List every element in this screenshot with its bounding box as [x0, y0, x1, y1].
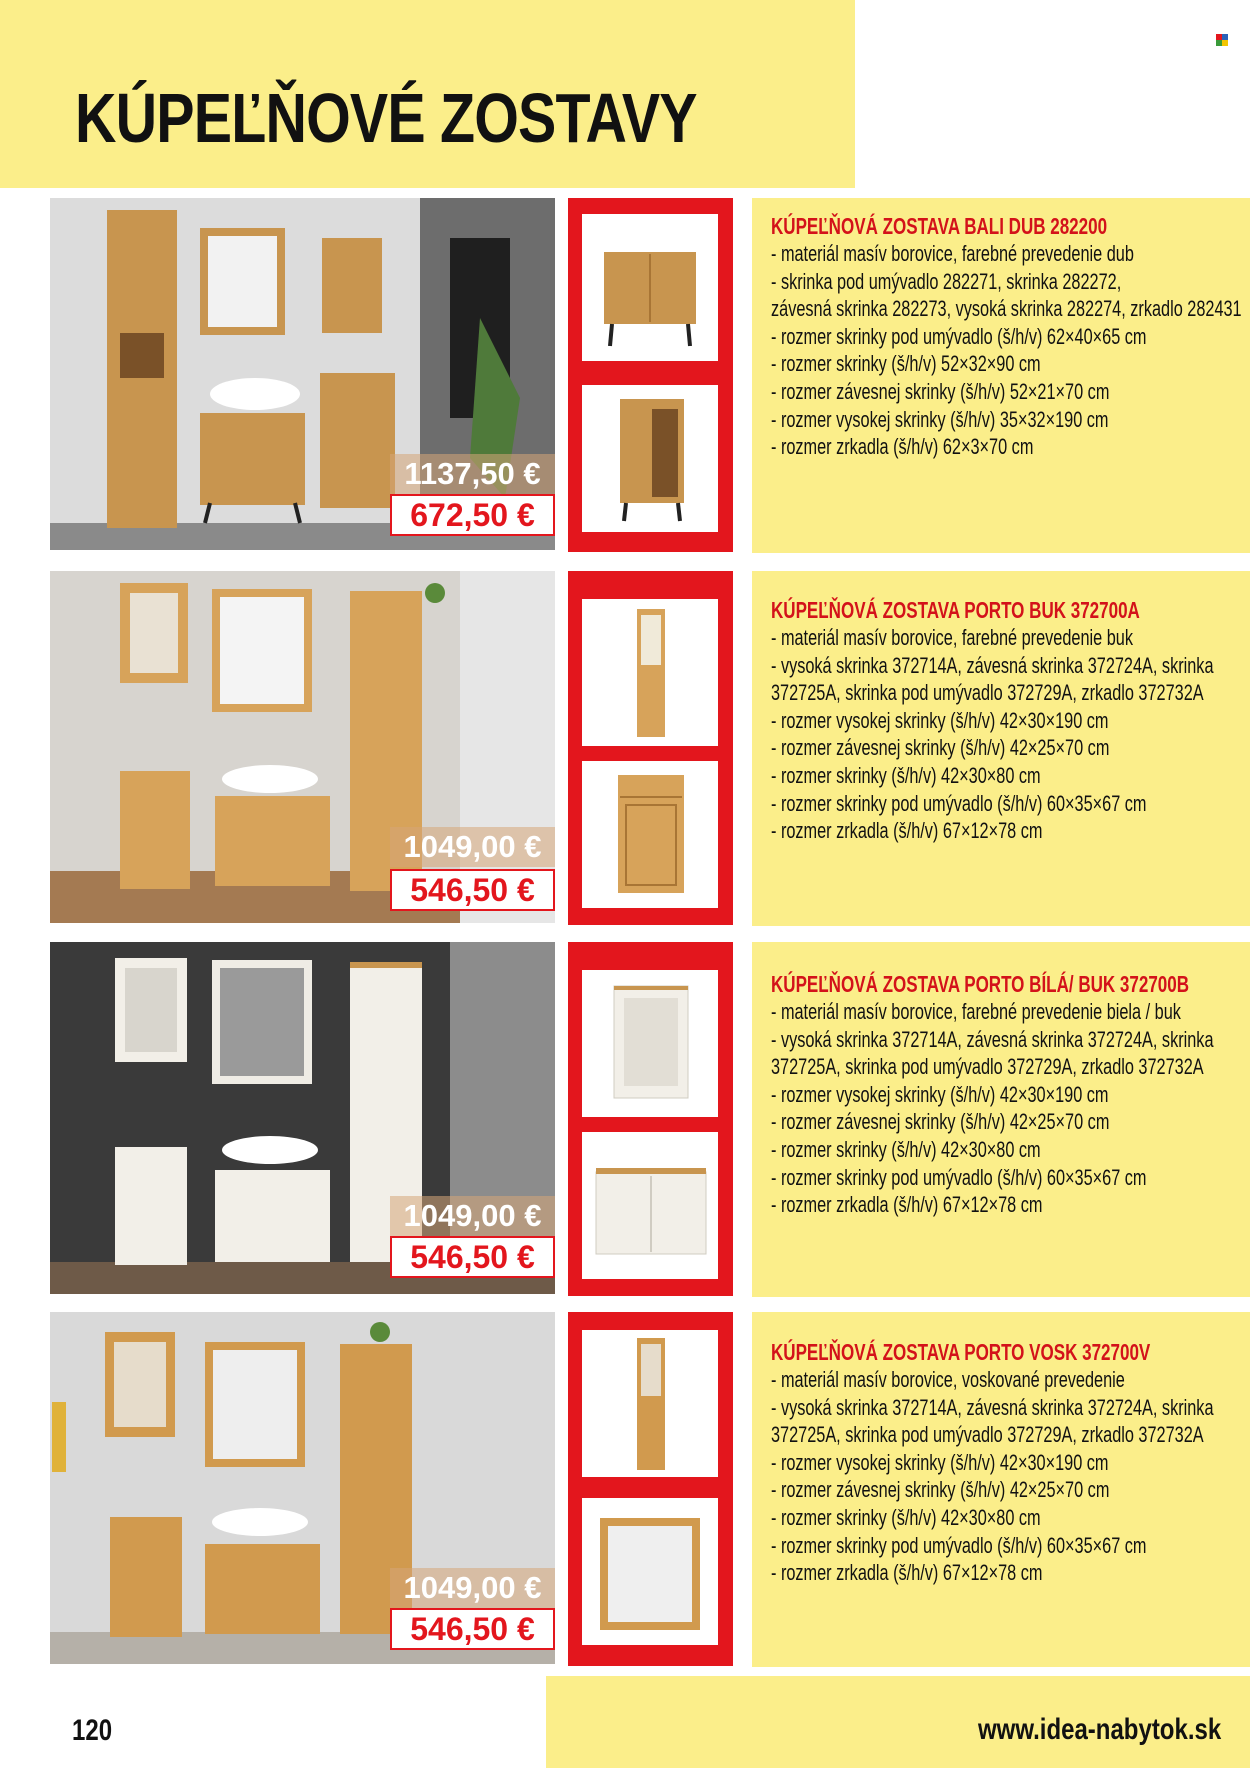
spec-line: - vysoká skrinka 372714A, závesná skrinka 372724A, skrinka: [771, 1026, 1214, 1052]
product-title: KÚPEĽŇOVÁ ZOSTAVA PORTO VOSK 372700V: [771, 1339, 1151, 1365]
spec-line: - rozmer závesnej skrinky (š/h/v) 42×25×70 cm: [771, 1109, 1110, 1135]
spec-line: - rozmer skrinky pod umývadlo (š/h/v) 62×40×65 cm: [771, 323, 1147, 349]
product-porto-bila: [0, 942, 1250, 1302]
product-thumbnails: [568, 198, 733, 552]
thumbnail-tall-cabinet: [582, 1330, 718, 1477]
spec-line: - rozmer skrinky (š/h/v) 42×30×80 cm: [771, 1136, 1041, 1162]
product-thumbnails: [568, 942, 733, 1296]
spec-line: - rozmer skrinky (š/h/v) 52×32×90 cm: [771, 351, 1041, 377]
product-porto-buk: [0, 571, 1250, 931]
sale-price: 546,50 €: [390, 1608, 555, 1650]
product-description: [771, 1338, 1215, 1587]
product-description: [771, 970, 1215, 1219]
spec-line: - rozmer zrkadla (š/h/v) 62×3×70 cm: [771, 434, 1034, 460]
sale-price: 546,50 €: [390, 869, 555, 911]
product-description: [771, 596, 1215, 845]
sale-price: 672,50 €: [390, 494, 555, 536]
product-title: KÚPEĽŇOVÁ ZOSTAVA PORTO BÍLÁ/ BUK 372700B: [771, 971, 1190, 997]
spec-line: 372725A, skrinka pod umývadlo 372729A, zrkadlo 372732A: [771, 680, 1204, 706]
old-price: 1049,00 €: [390, 1196, 555, 1236]
spec-line: závesná skrinka 282273, vysoká skrinka 282274, zrkadlo 282431: [771, 296, 1242, 322]
thumbnail-mirror: [582, 1498, 718, 1645]
product-bali: [0, 198, 1250, 558]
product-thumbnails: [568, 571, 733, 925]
spec-line: - rozmer vysokej skrinky (š/h/v) 42×30×190 cm: [771, 1449, 1109, 1475]
spec-line: - rozmer vysokej skrinky (š/h/v) 42×30×190 cm: [771, 1081, 1109, 1107]
spec-line: - vysoká skrinka 372714A, závesná skrinka 372724A, skrinka: [771, 1394, 1214, 1420]
thumbnail-vanity-cabinet: [582, 1132, 718, 1279]
spec-line: - rozmer zrkadla (š/h/v) 67×12×78 cm: [771, 1192, 1043, 1218]
spec-line: - rozmer vysokej skrinky (š/h/v) 35×32×190 cm: [771, 406, 1109, 432]
page-title: KÚPEĽŇOVÉ ZOSTAVY: [75, 79, 697, 157]
spec-line: - rozmer skrinky (š/h/v) 42×30×80 cm: [771, 1504, 1041, 1530]
spec-line: - rozmer zrkadla (š/h/v) 67×12×78 cm: [771, 818, 1043, 844]
spec-line: - rozmer skrinky pod umývadlo (š/h/v) 60×35×67 cm: [771, 790, 1147, 816]
spec-line: 372725A, skrinka pod umývadlo 372729A, zrkadlo 372732A: [771, 1422, 1204, 1448]
spec-line: - materiál masív borovice, farebné prevedenie dub: [771, 241, 1134, 266]
thumbnail-cabinet: [582, 385, 718, 532]
page-number: 120: [72, 1714, 113, 1747]
old-price: 1137,50 €: [390, 454, 555, 494]
website-link[interactable]: www.idea-nabytok.sk: [978, 1713, 1222, 1746]
corner-logo-icon: [1216, 34, 1228, 46]
spec-line: - materiál masív borovice, farebné prevedenie buk: [771, 625, 1133, 650]
thumbnail-tall-cabinet: [582, 599, 718, 746]
product-porto-vosk: [0, 1312, 1250, 1672]
spec-line: - rozmer zrkadla (š/h/v) 67×12×78 cm: [771, 1560, 1043, 1586]
spec-line: - rozmer vysokej skrinky (š/h/v) 42×30×190 cm: [771, 707, 1109, 733]
product-thumbnails: [568, 1312, 733, 1666]
spec-line: - rozmer závesnej skrinky (š/h/v) 42×25×70 cm: [771, 735, 1110, 761]
sale-price: 546,50 €: [390, 1236, 555, 1278]
product-title: KÚPEĽŇOVÁ ZOSTAVA BALI DUB 282200: [771, 213, 1108, 239]
old-price: 1049,00 €: [390, 827, 555, 867]
spec-line: - skrinka pod umývadlo 282271, skrinka 282272,: [771, 268, 1122, 294]
thumbnail-vanity-cabinet: [582, 214, 718, 361]
old-price: 1049,00 €: [390, 1568, 555, 1608]
spec-line: - materiál masív borovice, farebné prevedenie biela / buk: [771, 999, 1181, 1024]
spec-line: - rozmer skrinky pod umývadlo (š/h/v) 60×35×67 cm: [771, 1164, 1147, 1190]
spec-line: - rozmer závesnej skrinky (š/h/v) 42×25×70 cm: [771, 1477, 1110, 1503]
spec-line: - materiál masív borovice, voskované prevedenie: [771, 1367, 1125, 1392]
thumbnail-cabinet: [582, 761, 718, 908]
product-title: KÚPEĽŇOVÁ ZOSTAVA PORTO BUK 372700A: [771, 597, 1140, 623]
spec-line: - rozmer závesnej skrinky (š/h/v) 52×21×70 cm: [771, 378, 1110, 404]
spec-line: - vysoká skrinka 372714A, závesná skrinka 372724A, skrinka: [771, 652, 1214, 678]
product-description: [771, 212, 1242, 461]
spec-line: - rozmer skrinky (š/h/v) 42×30×80 cm: [771, 762, 1041, 788]
spec-line: - rozmer skrinky pod umývadlo (š/h/v) 60×35×67 cm: [771, 1532, 1147, 1558]
thumbnail-wall-cabinet: [582, 970, 718, 1117]
spec-line: 372725A, skrinka pod umývadlo 372729A, zrkadlo 372732A: [771, 1054, 1204, 1080]
